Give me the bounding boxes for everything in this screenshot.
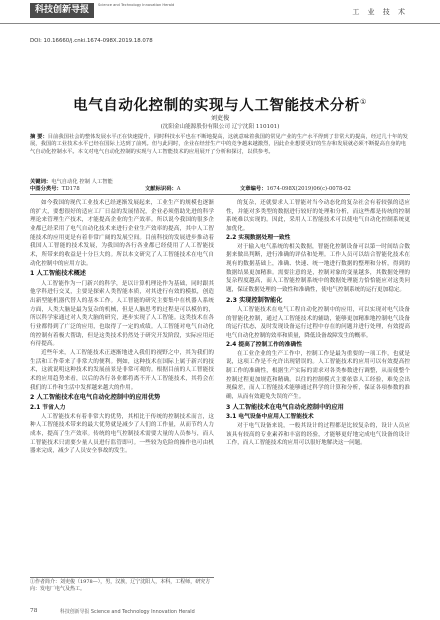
clc-label: 中图分类号： xyxy=(30,186,62,192)
abstract-label: 摘 要： xyxy=(30,134,48,140)
right-column-heading: 2.3 实现控制智能化 xyxy=(226,296,283,304)
journal-logo-subtitle: Science and Technology Innovation Herald xyxy=(98,3,175,7)
keywords-label: 关键词： xyxy=(30,179,52,185)
right-column xyxy=(226,199,410,448)
right-column-paragraph: 在工业企业的生产工作中，控制工作是最为重要的一项工作，也就是说，这项工作是不允许出现错误的。人工智能技术的应用可以有效提高控制工作的准确性，根据生产实际的需求对各类参数进行调整，从而使整个控制过程更加规范和精确。以往的控制模式主要依靠人工经验，难免会出现偏差，而人工智能技术能够通过科学的计算和分析，保证各项参数的准确，从而有效避免失误的产生。 xyxy=(226,350,410,400)
right-column-heading: 3 人工智能技术在电气自动化控制中的应用 xyxy=(226,403,344,411)
left-column-paragraph: 如今我国的现代工业技术已经逐渐发展起来，工业生产的规模也逐渐的扩大，要想很好的适应工厂日益的发展情况，企业必须借助先进的科学理论来管理生产技术，才能提高企业的生产效率。所以说今我国的很多企业都已经采用了电气自动化技术来进行企业生产效率的提高，其中人工智能技术的应用更是有着非常广阔的发展空间。目前科技的发展进步推动着我国人工智能的技术发展，为我国的各行各业都已经使用了人工智能技术，所带来的收益是十分巨大的。所以本文研究了人工智能技术在电气自动化控制中的应用方法。 xyxy=(30,200,214,267)
right-column-paragraph: 的复杂，还就要求人工智能对当今动态化的复杂社会有着较强的适应性，并能对多类型的数据进行较好的处理和分析，而这些都是传统的控制系统难以实现的。因此，采用人工智能技术可以使电气自动化控制系统更加优化。 xyxy=(226,200,410,232)
abstract-text: 目前我国社会的整体发展水平正在快速提升，同时科技水平也在不断地提高，这就意味着我国的常见产业的生产水平得到了非常大的提高，经过几十年的发展，我国的工业技术水平已经在国际上达到了前列。但与此同时，企业在经营生产中的竞争越来越激烈，因此企业想要更好的生存和发展就必须不断提高自身的电气自动化控制水平。本文对电气自动化控制的实现与人工智能技术的应用展开了分析和探讨，以供参考。 xyxy=(30,134,408,155)
left-column-paragraph: 人工智能作为一门新兴的科学，是以计算机理论作为基础，同时跟其他学科进行交叉，主要是探索人类智能本质，对其进行有效的模拟，创造出新型能机器代替人的基本工作。人工智能的研究主要集中在机器人系统方面，人类大脑是最为复杂的机械，但是人脑思考的过程是可以模仿的，所以科学家通过对人类大脑的研究，逐步实现了人工智能。这类技术在各行业都得到了广泛的应用，也取得了一定的成绩。人工智能对电气自动化的控制有着极大帮助，但是这类技术仍然处于研究开发阶段，实际应用还有待提高。 xyxy=(30,280,214,348)
author-footnote: ①作者简介：刘吏俊（1978—），男，汉族，辽宁沈阳人，本科，工程师，研究方向：发电厂电气及热工。 xyxy=(30,577,214,593)
left-column-heading: 2 人工智能技术在电气自动化控制中的应用优势 xyxy=(30,394,161,402)
doc-code-value: A xyxy=(176,186,181,192)
paper-title xyxy=(0,94,440,115)
abstract xyxy=(30,134,410,156)
author: 刘吏俊 xyxy=(210,115,230,122)
article-no-label: 文章编号： xyxy=(240,186,267,192)
right-column-heading: 2.2 实现数据处理一致性 xyxy=(226,234,291,241)
left-column-paragraph: 人工智能技术有着非常大的优势，其相比于传统的控制技术而言，这种人工智能技术带来的最大优势就是减少了人们的工作量，从而节约人力成本，提高了生产效率。传统的电气控制技术需要大量的人员参与，而人工智能技术只需要少量人员进行监管即可。一些较为危险的操作也可由机器来完成，减少了人员安全事故的发生。 xyxy=(30,413,214,455)
paper-title-text: 电气自动化控制的实现与人工智能技术分析 xyxy=(73,98,360,114)
doc-code-label: 文献标识码： xyxy=(145,186,177,192)
left-column-paragraph: 近些年来，人工智能技术正逐渐地进入我们的视野之中，其为我们的生活和工作带来了非常大的便利。例如，这种技术在国际上属于新兴的技术，这就说明这种技术的发展前景是非常可观的。根据目前的人工智能技术的应用趋势来看，以后的各行各业都将离不开人工智能技术，其将会在我们的工作和生活中发挥越来越大的作用。 xyxy=(30,350,214,391)
abstract-divider xyxy=(30,194,410,195)
left-column-heading: 1 人工智能技术概述 xyxy=(30,270,86,278)
clc-value: TD178 xyxy=(61,186,80,192)
journal-logo: 科技创新导报 xyxy=(30,3,94,18)
page-header xyxy=(0,0,440,24)
article-no-value: 1674-098X(2019)06(c)-0078-02 xyxy=(266,186,351,192)
page-number: 78 xyxy=(30,608,38,614)
right-column-heading: 3.1 电气设备中应用人工智能技术 xyxy=(226,414,314,421)
right-column-heading: 2.4 提高了控制工作的准确性 xyxy=(226,341,303,348)
page-footer xyxy=(0,606,440,620)
footer-journal: 科技创新导报 Science and Technology Innovation Herald xyxy=(60,609,195,615)
right-column-paragraph: 对于输入电气系统的相关数据，智能化控制设备可以第一时间结合数据来做出判断，进行准确的评估和处理。工作人员可以结合智能化技术在现有的数据基础上，准确、快速、统一地进行数据的整理和分析，得到的数据结果更加精准。需要注意的是，控制对象的变量越多，其数据处理的复杂程度越高，而人工智能控制系统中的数据处理能力恰恰能应对这类问题，保证数据处理的一致性和准确性，使电气控制系统的运行更加稳定。 xyxy=(226,243,410,293)
title-footnote-mark: ① xyxy=(360,98,367,107)
right-column-paragraph: 人工智能技术在电气工程自动化控制中的应用，可以实现对电气设备的智能化控制，通过人工智能技术的辅助，能够更加精准地控制电气设备的运行状态，及时发现设备运行过程中存在的问题并进行处理，有效提高电气自动化控制的效率和质量，降低设备故障发生的概率。 xyxy=(226,307,410,340)
right-column-paragraph: 对于电气设备来说，一般其设计的过程都是比较复杂的，设计人员应该具有较高的专业素养和丰富的经验，才能够更好地完成电气设备的设计工作，而人工智能技术的应用可以很好地解决这一问题。 xyxy=(226,423,410,447)
section-label: 工 业 技 术 xyxy=(352,8,408,16)
keywords-text: 电气自动化 控制 人工智能 xyxy=(51,179,113,185)
left-column xyxy=(30,199,214,456)
affiliation: (沈阳金山能源股份有限公司 辽宁沈阳 110101) xyxy=(160,124,280,130)
left-column-heading: 2.1 节省人力 xyxy=(30,404,66,411)
keywords-row xyxy=(30,179,410,186)
doi-line: DOI: 10.16660/j.cnki.1674-098X.2019.18.078 xyxy=(30,38,153,44)
